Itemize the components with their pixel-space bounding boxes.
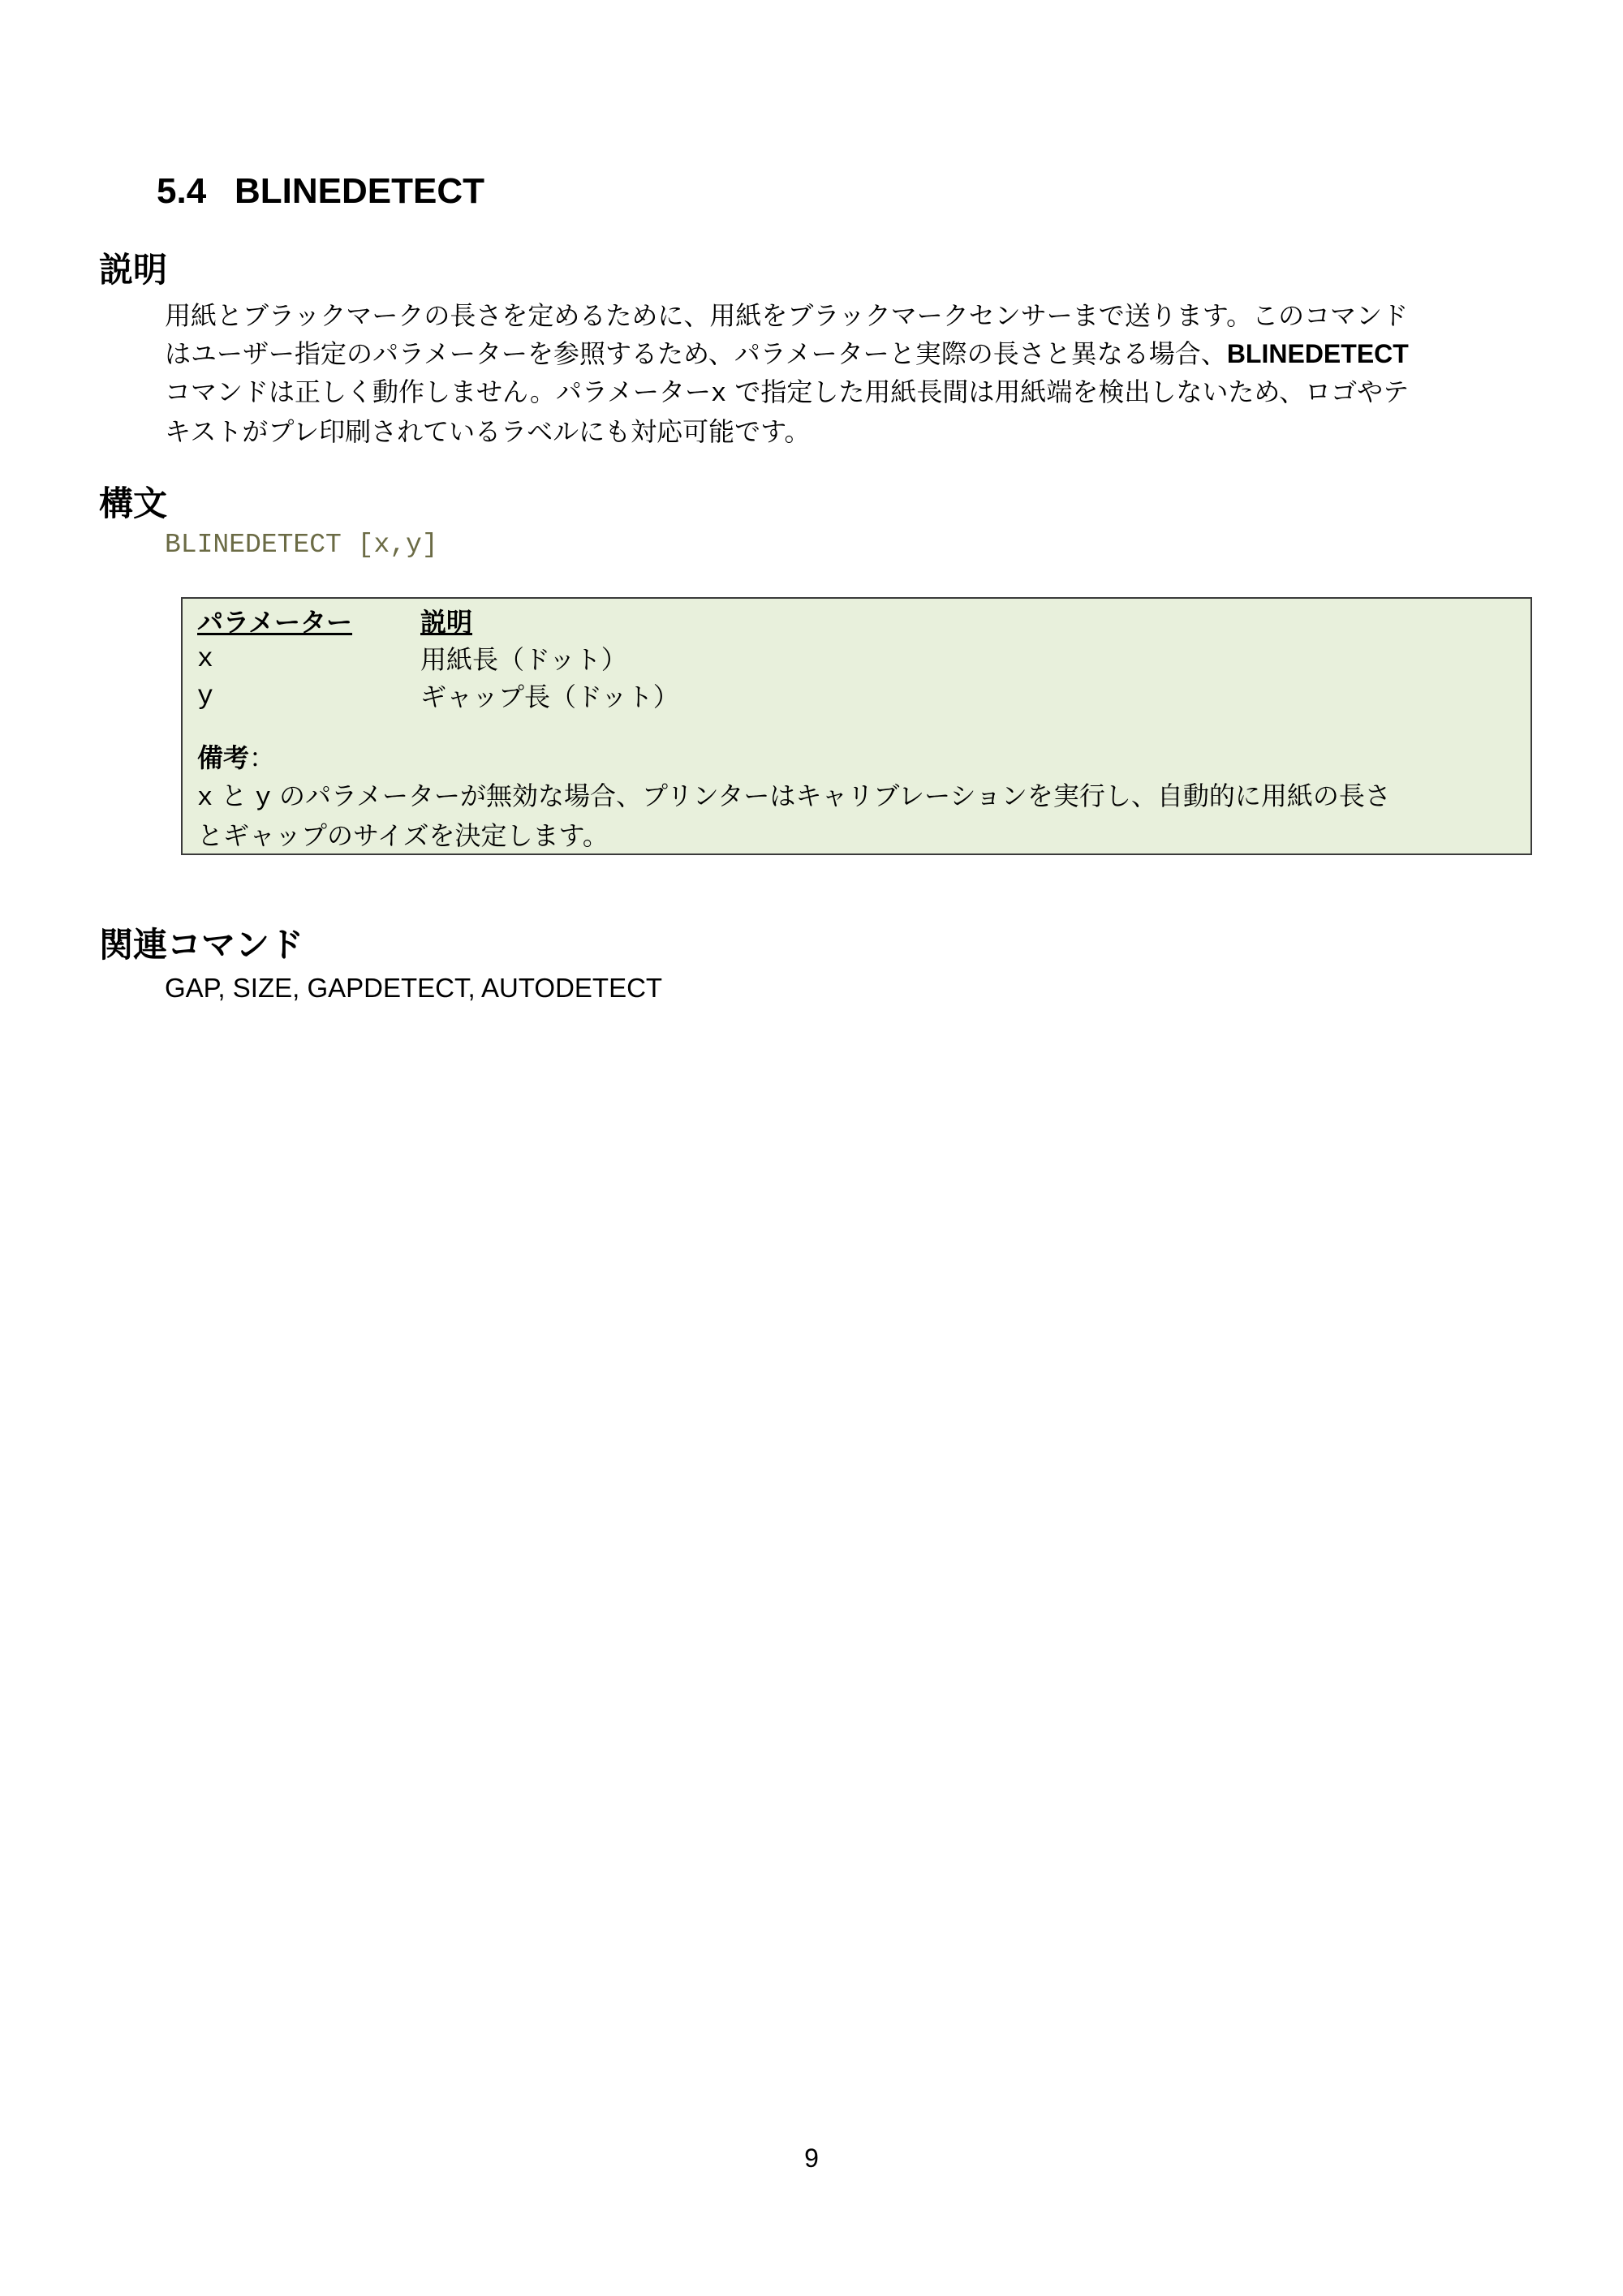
syntax-heading: 構文 — [99, 484, 168, 523]
text-run: とギャップのサイズを決定します。 — [197, 820, 609, 851]
description-line — [165, 335, 1544, 373]
note-colon: ： — [249, 742, 276, 773]
description-paragraph — [165, 297, 1544, 451]
syntax-code: BLINEDETECT [x,y] — [165, 530, 438, 560]
table-row — [197, 677, 1520, 714]
header-description: 説明 — [420, 607, 473, 638]
section-name: BLINEDETECT — [235, 171, 484, 211]
description-line — [165, 413, 1544, 451]
note-label — [197, 740, 275, 776]
table-row — [197, 639, 1520, 677]
param-description: 用紙長（ドット） — [420, 644, 627, 675]
param-ref: x — [197, 783, 213, 813]
section-title — [157, 169, 484, 214]
param-name: x — [197, 644, 213, 674]
text-run: 用紙とブラックマークの長さを定めるために、用紙をブラックマークセンサーまで送ります。このコマンド — [165, 300, 1409, 331]
text-run: はユーザー指定のパラメーターを参照するため、パラメーターと実際の長さと異なる場合、 — [165, 338, 1227, 369]
note-line — [197, 817, 1528, 854]
param-name: y — [197, 681, 213, 712]
param-ref: x — [710, 379, 727, 409]
description-line — [165, 373, 1544, 413]
page-number: 9 — [804, 2143, 819, 2173]
related-commands-heading: 関連コマンド — [99, 925, 304, 965]
description-line — [165, 297, 1544, 335]
command-name: BLINEDETECT — [1226, 339, 1409, 368]
text-run: コマンドは正しく動作しません。パラメーター — [165, 376, 711, 407]
description-heading: 説明 — [99, 250, 168, 290]
text-run: と — [213, 780, 256, 811]
param-ref: y — [255, 783, 271, 813]
parameter-table-header — [197, 602, 1520, 639]
note-text — [197, 777, 1528, 854]
header-parameter: パラメーター — [197, 607, 353, 638]
section-number: 5.4 — [157, 171, 207, 211]
text-run: で指定した用紙長間は用紙端を検出しないため、ロゴやテ — [726, 376, 1410, 407]
note-line — [197, 777, 1528, 817]
parameter-table — [197, 602, 1520, 714]
note-label-text: 備考 — [197, 742, 250, 773]
text-run: キストがプレ印刷されているラベルにも対応可能です。 — [165, 416, 811, 447]
param-description: ギャップ長（ドット） — [420, 681, 679, 712]
related-commands-list: GAP, SIZE, GAPDETECT, AUTODETECT — [165, 973, 663, 1003]
text-run: のパラメーターが無効な場合、プリンターはキャリブレーションを実行し、自動的に用紙の長さ — [270, 780, 1391, 811]
parameter-box — [181, 597, 1532, 855]
